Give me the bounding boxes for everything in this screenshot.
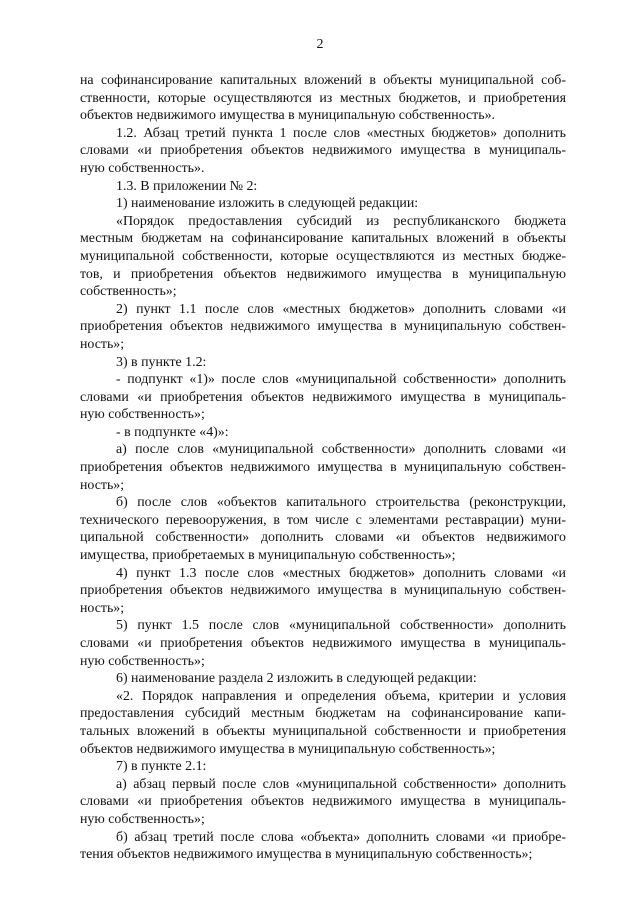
- text-line: собственность»;: [80, 284, 177, 300]
- text-line: объектов недвижимого имущества в муниципальную собственность».: [80, 108, 496, 124]
- text-line: «2. Порядок направления и определения объема, критерии и условия: [116, 688, 566, 704]
- text-line: ственности, которые осуществляются из местных бюджетов, и приобретения: [80, 90, 566, 106]
- text-line: а) после слов «муниципальной собственности» дополнить словами «и: [116, 442, 566, 458]
- text-line: ную собственность»;: [80, 653, 205, 669]
- text-line: словами «и приобретения объектов недвижимого имущества в муниципаль-: [80, 794, 566, 810]
- paragraph: [80, 354, 566, 372]
- text-line: - в подпункте «4)»:: [116, 424, 229, 440]
- text-line: 1.3. В приложении № 2:: [116, 178, 258, 194]
- text-line: тения объектов недвижимого имущества в муниципальную собственность»;: [80, 847, 533, 863]
- paragraph: [80, 195, 566, 213]
- text-line: ципальной собственности» дополнить словами «и объектов недвижимого: [80, 530, 566, 546]
- text-line: а) абзац первый после слов «муниципальной собственности» дополнить: [116, 776, 566, 792]
- page-number: 2: [316, 37, 324, 52]
- text-line: ность»;: [80, 336, 125, 352]
- text-line: ность»;: [80, 477, 125, 493]
- text-line: словами «и приобретения объектов недвижимого имущества в муниципаль-: [80, 389, 566, 405]
- text-line: ную собственность»;: [80, 407, 205, 423]
- text-line: приобретения объектов недвижимого имущества в муниципальную собствен-: [80, 319, 566, 335]
- paragraph: [80, 72, 566, 125]
- text-line: словами «и приобретения объектов недвижимого имущества в муниципаль-: [80, 636, 566, 651]
- text-line: «Порядок предоставления субсидий из республиканского бюджета: [116, 213, 566, 229]
- text-line: 1) наименование изложить в следующей редакции:: [116, 196, 419, 212]
- paragraph: [80, 301, 566, 354]
- text-line: приобретения объектов недвижимого имущества в муниципальную собствен-: [80, 583, 566, 599]
- text-line: на софинансирование капитальных вложений в объекты муниципальной соб-: [80, 73, 566, 88]
- text-line: б) абзац третий после слова «объекта» дополнить словами «и приобре-: [116, 829, 566, 845]
- paragraph: [80, 829, 566, 864]
- text-line: - подпункт «1)» после слов «муниципальной собственности» дополнить: [116, 372, 566, 388]
- text-line: 5) пункт 1.5 после слов «муниципальной собственности» дополнить: [116, 618, 566, 634]
- paragraph: [80, 371, 566, 424]
- text-line: 6) наименование раздела 2 изложить в следующей редакции:: [116, 671, 477, 687]
- paragraph: [80, 494, 566, 564]
- text-line: объектов недвижимого имущества в муниципальную собственность»;: [80, 741, 496, 757]
- paragraph: [80, 776, 566, 829]
- text-line: предоставления субсидий местным бюджетам на софинансирование капи-: [80, 706, 566, 722]
- paragraph: [80, 441, 566, 494]
- paragraph: [80, 178, 566, 196]
- text-line: тов, и приобретения объектов недвижимого имущества в муниципальную: [80, 266, 566, 282]
- paragraph: [80, 565, 566, 618]
- document-body: [80, 72, 566, 864]
- paragraph: [80, 213, 566, 301]
- text-line: технического перевооружения, в том числе с элементами реставрации) муни-: [80, 512, 566, 528]
- paragraph: [80, 670, 566, 688]
- text-line: приобретения объектов недвижимого имущества в муниципальную собствен-: [80, 460, 566, 476]
- text-line: 3) в пункте 1.2:: [116, 354, 207, 370]
- text-line: словами «и приобретения объектов недвижимого имущества в муниципаль-: [80, 143, 566, 159]
- text-line: 7) в пункте 2.1:: [116, 759, 207, 775]
- text-line: имущества, приобретаемых в муниципальную собственность»;: [80, 548, 456, 564]
- text-line: местным бюджетам на софинансирование капитальных вложений в объекты: [80, 231, 566, 247]
- text-line: ную собственность».: [80, 160, 205, 176]
- text-line: 2) пункт 1.1 после слов «местных бюджетов» дополнить словами «и: [116, 301, 566, 317]
- text-line: муниципальной собственности, которые осуществляются из местных бюдже-: [80, 248, 566, 264]
- text-line: б) после слов «объектов капитального строительства (реконструкции,: [116, 495, 566, 511]
- text-line: 4) пункт 1.3 после слов «местных бюджетов» дополнить словами «и: [116, 565, 566, 581]
- paragraph: [80, 758, 566, 776]
- text-line: тальных вложений в объекты муниципальной собственности и приобретения: [80, 723, 566, 739]
- text-line: ную собственность»;: [80, 811, 205, 827]
- paragraph: [80, 424, 566, 442]
- paragraph: [80, 617, 566, 670]
- paragraph: [80, 688, 566, 758]
- text-line: ность»;: [80, 600, 125, 616]
- paragraph: [80, 125, 566, 178]
- text-line: 1.2. Абзац третий пункта 1 после слов «местных бюджетов» дополнить: [116, 125, 566, 141]
